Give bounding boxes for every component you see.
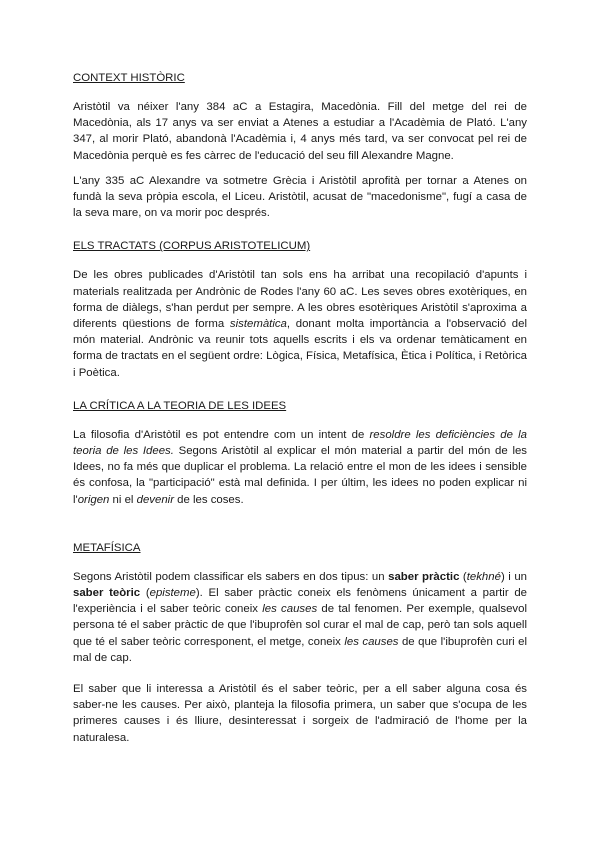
section-heading-context: CONTEXT HISTÒRIC <box>73 72 185 84</box>
paragraph-critica-1 <box>73 427 527 508</box>
bold-term: saber teòric <box>73 587 141 600</box>
paragraph-context-1: Aristòtil va néixer l'any 384 aC a Estagira, Macedònia. Fill del metge del rei de Macedònia, als 17 anys va ser enviat a Atenes a estudiar a l'Acadèmia de Plató. L'any 347, al morir Plató, abandonà l'Acadèmia i, 4 anys més tard, va ser convocat pel rei de Macedònia perquè es fes càrrec de l'educació del seu fill Alexandre Magne. <box>73 101 527 162</box>
text-run: ( <box>140 587 150 600</box>
section-heading-tractats: ELS TRACTATS (CORPUS ARISTOTELICUM) <box>73 240 311 253</box>
text-run: ). El saber pràctic coneix els fenòmens únicament a partir de l'experiència i el saber teòric coneix <box>73 587 527 616</box>
text-run: de tal fenomen. Per exemple, qualsevol persona té el saber pràctic de que l'ibuprofèn sol curar el mal de cap, però tan sols aquell que té el saber teòric corresponent, el metge, coneix <box>73 603 527 648</box>
section-heading-critica: LA CRÍTICA A LA TEORIA DE LES IDEES <box>73 399 287 412</box>
paragraph-metafisica-1 <box>73 569 527 666</box>
text-run: Segons Aristòtil podem classificar els sabers en dos tipus: un <box>73 570 389 583</box>
emphasis-text: devenir <box>136 493 174 506</box>
paragraph-metafisica-2: El saber que li interessa a Aristòtil és el saber teòric, per a ell saber alguna cosa és saber-ne les causes. Per això, planteja la filosofia primera, un saber que s'ocupa de les primeres causes i és lliure, desinteressat i sorgeix de l'admiració de l'home per la naturalesa. <box>73 683 527 744</box>
emphasis-text: origen <box>77 493 110 506</box>
emphasis-text: resoldre les deficiències de la teoria de les Idees. <box>73 428 527 458</box>
text-run: ) i un <box>500 570 527 583</box>
emphasis-text: les causes <box>262 603 318 616</box>
emphasis-text: les causes <box>344 635 399 648</box>
text-run: ( <box>459 570 467 583</box>
text-run: De les obres publicades d'Aristòtil tan sols ens ha arribat una recopilació d'apunts i materials realitzada per Andrònic de Rodes l'any 60 aC. Les seves obres exotèriques, en forma de diàlegs, s'han perdut per sempre. A les obres esotèriques Aristòtil s'aproxima a diferents qüestions de forma <box>73 269 527 331</box>
text-run: , donant molta importància a l'observació del món material. Andrònic va reunir tots aquells escrits i els va ordenar temàticament en forma de tractats en el següent ordre: Lògica, Física, Metafísica, Ètica i Política, i Retòrica i Poètica. <box>73 318 527 379</box>
emphasis-text: tekhné <box>466 570 501 583</box>
text-run: ni el <box>109 493 137 506</box>
emphasis-text: episteme <box>149 587 196 600</box>
paragraph-tractats-1 <box>73 267 527 380</box>
text-run: de les coses. <box>173 493 244 506</box>
section-heading-metafisica: METAFÍSICA <box>73 541 141 554</box>
emphasis-text: sistemàtica <box>229 318 287 331</box>
text-run: Segons Aristòtil al explicar el món material a partir del món de les Idees, no fa més que duplicar el problema. La relació entre el mon de les idees i sensible és confosa, la "participació" està mal definida. I per últim, les idees no poden explicar ni l' <box>73 445 528 506</box>
bold-term: saber pràctic <box>388 570 460 583</box>
text-run: de que l'ibuprofèn curi el mal de cap. <box>73 635 527 664</box>
paragraph-context-2: L'any 335 aC Alexandre va sotmetre Grècia i Aristòtil aprofità per tornar a Atenes on fundà la seva pròpia escola, el Liceu. Aristòtil, acusat de "macedonisme", fugí a casa de la seva mare, on va morir poc després. <box>73 174 527 220</box>
text-run: La filosofia d'Aristòtil es pot entendre com un intent de <box>73 428 370 441</box>
document-body <box>73 70 527 746</box>
